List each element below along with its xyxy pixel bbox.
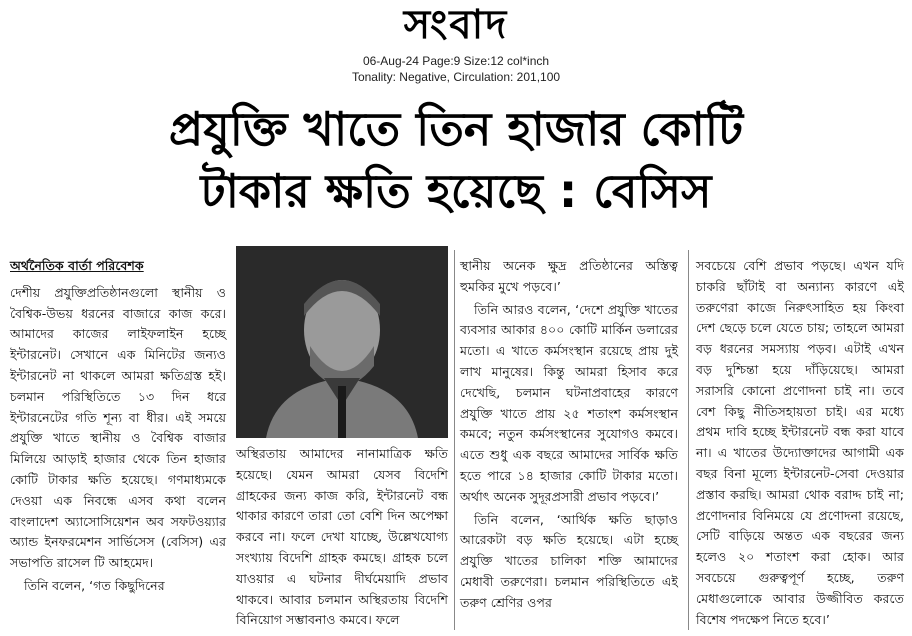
headline-line-2: টাকার ক্ষতি হয়েছে : বেসিস <box>200 164 712 218</box>
paragraph: তিনি বলেন, ‘গত কিছুদিনের <box>24 577 165 593</box>
headline-line-1: প্রযুক্তি খাতে তিন হাজার কোটি <box>168 102 744 156</box>
byline: অর্থনৈতিক বার্তা পরিবেশক <box>10 258 144 273</box>
article-column-3 <box>460 256 678 616</box>
column-divider <box>688 250 689 630</box>
paragraph: অস্থিরতায় আমাদের নানামাত্রিক ক্ষতি হয়েছে। যেমন আমরা যেসব বিদেশি গ্রাহকের জন্য কাজ করি, ইন্টারনেট বন্ধ থাকার কারণে তারা তো বেশি দিন অপেক্ষা করবে না। ফলে দেখা যাচ্ছে, উল্লেখযোগ্য সংখ্যায় বিদেশি গ্রাহক কমছে। গ্রাহক চলে যাওয়ার এ ঘটনার দীর্ঘমেয়াদি প্রভাব থাকবে। আবার চলমান অস্থিরতায় বিদেশি বিনিয়োগ সম্ভাবনাও কমবে। ফলে <box>236 446 448 628</box>
paragraph: স্থানীয় অনেক ক্ষুদ্র প্রতিষ্ঠানের অস্তিত্ব হুমকির মুখে পড়বে।’ <box>460 258 678 294</box>
paragraph: সবচেয়ে বেশি প্রভাব পড়ছে। এখন যদি চাকরি ছাঁটাই বা অন্যান্য কারণে এই তরুণেরা কাজে নিরুৎসাহিত হয় কিংবা দেশ ছেড়ে চলে যেতে চায়; তাহলে আমরা বড় ধরনের সমস্যায় পড়ব। এটাই এখন বড় দুশ্চিন্তা হয়ে দাঁড়িয়েছে। আমরা সরাসরি কোনো প্রণোদনা চাই না। তবে বেশ কিছু নীতিসহায়তা চাই। এর মধ্যে প্রথম দাবি হচ্ছে ইন্টারনেট বন্ধ করা যাবে না। এ খাতের উদ্যোক্তাদের আগামী এক বছর বিনা মূল্যে ইন্টারনেট-সেবা দেওয়ার প্রস্তাব করছি। আমরা থোক বরাদ্দ চাই না; প্রণোদনার বিনিময়ে যে প্রণোদনা রয়েছে, সেটি বাড়িয়ে অন্তত এক বছরের জন্য হলেও ২০ শতাংশ করা হোক। আর সবচেয়ে গুরুত্বপূর্ণ হচ্ছে, তরুণ মেধাগুলোকে আবার উজ্জীবিত করতে বিশেষ পদক্ষেপ নিতে হবে।’ <box>696 258 904 627</box>
clipping-meta-date-size: 06-Aug-24 Page:9 Size:12 col*inch <box>362 54 550 68</box>
article-column-4 <box>696 256 904 632</box>
portrait-illustration <box>236 246 448 438</box>
paragraph: দেশীয় প্রযুক্তিপ্রতিষ্ঠানগুলো স্থানীয় ও বৈশ্বিক-উভয় ধরনের বাজারে কাজ করে। আমাদের কাজের লাইফলাইন হচ্ছে ইন্টারনেট। সেখানে এক মিনিটের জন্যও ইন্টারনেট না থাকলে আমরা ক্ষতিগ্রস্ত হই। চলমান পরিস্থিতিতে ১৩ দিন ধরে ইন্টারনেটের গতি শূন্য বা ধীর। এই সময়ে প্রযুক্তি খাতে স্থানীয় ও বৈশ্বিক বাজার মিলিয়ে আড়াই হাজার থেকে তিন হাজার কোটি টাকার ক্ষতি হয়েছে। গণমাধ্যমকে দেওয়া এক নিবন্ধে এসব কথা বলেন বাংলাদেশ অ্যাসোসিয়েশন অব সফটওয়্যার অ্যান্ড ইনফরমেশন সার্ভিসেস (বেসিস) এর সভাপতি রাসেল টি আহমেদ। <box>10 284 226 571</box>
person-photo <box>236 246 448 438</box>
clipping-meta-tonality: Tonality: Negative, Circulation: 201,100 <box>351 70 561 84</box>
paragraph: তিনি আরও বলেন, ‘দেশে প্রযুক্তি খাতের ব্যবসার আকার ৪০০ কোটি মার্কিন ডলারের মতো। এ খাতে কর্মসংস্থান রয়েছে প্রায় দুই লাখ মানুষের। কিন্তু আমরা হিসাব করে দেখেছি, চলমান ঘটনাপ্রবাহের কারণে প্রযুক্তি খাতে প্রায় ২৫ শতাংশ কর্মসংস্থান কমবে; নতুন কর্মসংস্থানের সুযোগও কমবে। এতে শুধু এক বছরে আমাদের সার্বিক ক্ষতি হতে পারে ১৪ হাজার কোটি টাকার মতো। অর্থাৎ অনেক সুদূরপ্রসারী প্রভাব পড়বে।’ <box>460 301 678 504</box>
paragraph: তিনি বলেন, ‘আর্থিক ক্ষতি ছাড়াও আরেকটা বড় ক্ষতি হয়েছে। এটা হচ্ছে প্রযুক্তি খাতের চালিকা শক্তি আমাদের মেধাবী তরুণেরা। চলমান পরিস্থিতিতে এই তরুণ শ্রেণির ওপর <box>460 511 678 610</box>
article-column-1 <box>10 256 226 599</box>
article-column-2 <box>236 444 448 633</box>
newspaper-logo: সংবাদ <box>403 1 509 48</box>
headline <box>60 98 852 222</box>
column-divider <box>454 250 455 630</box>
